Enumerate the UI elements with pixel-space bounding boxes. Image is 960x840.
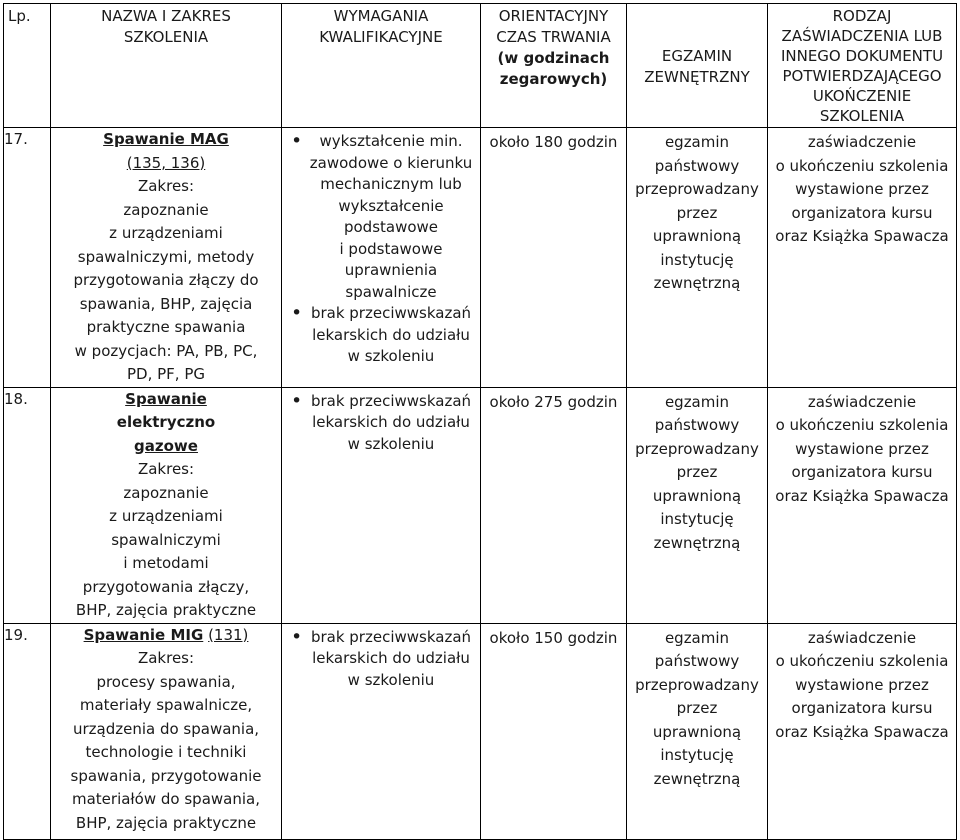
exam-line: państwowy [654, 652, 740, 670]
course-title: Spawanie MAG [103, 130, 229, 148]
scope-line: w pozycjach: PA, PB, PC, [74, 341, 258, 360]
exam-line: uprawnioną [652, 227, 742, 245]
document-line: organizatora kursu [791, 203, 933, 222]
exam-line: przez [676, 463, 718, 481]
scope-label: Zakres: [137, 177, 195, 195]
table-row [4, 387, 957, 623]
table-row [4, 623, 957, 839]
document-cell [768, 623, 957, 839]
exam-line: instytucję [660, 250, 734, 269]
row-number: 17. [4, 128, 51, 388]
requirement-line: • brak przeciwwskazań [310, 304, 472, 322]
scope-label: Zakres: [137, 649, 195, 667]
row-number: 19. [4, 623, 51, 839]
document-line: zaświadczenie [807, 133, 917, 151]
course-cell [51, 387, 282, 623]
scope-line: z urządzeniami [109, 224, 223, 242]
course-title-extra: (135, 136) [126, 153, 206, 172]
duration-cell: około 180 godzin [481, 128, 627, 388]
scope-line: przygotowania złączy, [82, 577, 250, 596]
exam-cell [627, 387, 768, 623]
scope-line: spawalniczymi [111, 530, 221, 549]
requirement-line: • brak przeciwwskazań [310, 391, 472, 410]
requirement-line: lekarskich do udziału [312, 413, 470, 431]
scope-line: zapoznanie [123, 483, 209, 502]
scope-line: praktyczne spawania [86, 318, 246, 336]
course-title: Spawanie MIG (131) [83, 625, 249, 644]
scope-line: i metodami [123, 554, 209, 572]
exam-line: przeprowadzany [635, 675, 759, 694]
requirement-line: w szkoleniu [347, 434, 435, 453]
exam-line: egzamin [664, 392, 730, 411]
course-cell [51, 128, 282, 388]
requirement-line: spawalnicze [345, 282, 437, 301]
scope-line: spawania, przygotowanie [70, 766, 262, 785]
document-line: o ukończeniu szkolenia [775, 652, 949, 670]
document-line: oraz Książka Spawacza [775, 486, 949, 505]
course-title: elektryczno [116, 413, 216, 431]
training-table [3, 3, 957, 840]
scope-line: materiały spawalnicze, [79, 696, 253, 714]
exam-cell [627, 128, 768, 388]
document-line: zaświadczenie [807, 392, 917, 411]
scope-line: materiałów do spawania, [71, 790, 260, 808]
course-title-extra: (131) [208, 625, 249, 644]
exam-line: przez [676, 699, 718, 717]
requirement-line: zawodowe o kierunku [309, 153, 473, 172]
exam-line: instytucję [660, 510, 734, 528]
requirement-line: w szkoleniu [347, 670, 435, 689]
document-cell [768, 387, 957, 623]
exam-line: przez [676, 203, 718, 222]
requirements-cell [282, 623, 481, 839]
document-line: oraz Książka Spawacza [775, 227, 949, 245]
exam-line: instytucję [660, 746, 734, 764]
requirements-cell [282, 387, 481, 623]
header-document: RODZAJ ZAŚWIADCZENIA LUB INNEGO DOKUMENTU POTWIERDZAJĄCEGO UKOŃCZENIE SZKOLENIA [768, 4, 957, 128]
exam-line: zewnętrzną [653, 274, 741, 292]
duration-cell: około 275 godzin [481, 387, 627, 623]
exam-line: egzamin [664, 133, 730, 151]
scope-line: procesy spawania, [96, 672, 236, 691]
requirement-item [282, 303, 480, 368]
exam-line: państwowy [654, 156, 740, 175]
requirement-line: • wykształcenie min. [319, 132, 463, 150]
requirement-line: lekarskich do udziału [312, 649, 470, 667]
exam-line: przeprowadzany [635, 439, 759, 458]
document-line: wystawione przez [795, 180, 929, 198]
header-duration: ORIENTACYJNY CZAS TRWANIA (w godzinach zegarowych) [481, 4, 627, 128]
exam-line: zewnętrzną [653, 533, 741, 552]
course-title: Spawanie [125, 389, 207, 408]
scope-line: technologie i techniki [85, 743, 247, 761]
header-name: NAZWA I ZAKRES SZKOLENIA [51, 4, 282, 128]
requirement-item [282, 391, 480, 456]
requirements-cell [282, 128, 481, 388]
exam-cell [627, 623, 768, 839]
document-line: wystawione przez [795, 439, 929, 458]
exam-line: państwowy [654, 416, 740, 434]
requirement-item [282, 627, 480, 692]
course-cell [51, 623, 282, 839]
requirement-line: uprawnienia [344, 261, 438, 279]
document-line: wystawione przez [795, 675, 929, 694]
requirement-line: mechanicznym lub [320, 175, 462, 193]
scope-label: Zakres: [137, 460, 195, 478]
exam-line: uprawnioną [652, 722, 742, 741]
scope-line: spawania, BHP, zajęcia [79, 294, 253, 313]
requirement-line: • brak przeciwwskazań [310, 627, 472, 646]
scope-line: BHP, zajęcia praktyczne [75, 601, 257, 619]
requirement-line: i podstawowe [339, 239, 443, 258]
duration-cell: około 150 godzin [481, 623, 627, 839]
document-line: organizatora kursu [791, 699, 933, 717]
document-line: o ukończeniu szkolenia [775, 416, 949, 434]
header-lp: Lp. [4, 4, 51, 128]
row-number: 18. [4, 387, 51, 623]
scope-line: przygotowania złączy do [73, 271, 259, 289]
header-exam: EGZAMIN ZEWNĘTRZNY [627, 4, 768, 128]
header-requirements: WYMAGANIA KWALIFIKACYJNE [282, 4, 481, 128]
document-line: oraz Książka Spawacza [775, 722, 949, 741]
scope-line: BHP, zajęcia praktyczne [75, 813, 257, 832]
exam-line: zewnętrzną [653, 769, 741, 788]
document-line: organizatora kursu [791, 463, 933, 481]
document-cell [768, 128, 957, 388]
requirement-line: wykształcenie [338, 196, 444, 215]
exam-line: przeprowadzany [635, 180, 759, 198]
document-line: o ukończeniu szkolenia [775, 156, 949, 175]
requirement-item [282, 131, 480, 303]
header-row [4, 4, 957, 128]
requirement-line: w szkoleniu [347, 347, 435, 365]
requirement-line: podstawowe [343, 218, 439, 236]
requirement-line: lekarskich do udziału [312, 325, 470, 344]
exam-line: egzamin [664, 628, 730, 647]
course-title: gazowe [134, 436, 198, 455]
document-line: zaświadczenie [807, 628, 917, 647]
scope-line: PD, PF, PG [126, 365, 205, 383]
scope-line: spawalniczymi, metody [77, 247, 255, 266]
exam-line: uprawnioną [652, 486, 742, 505]
table-row [4, 128, 957, 388]
scope-line: urządzenia do spawania, [72, 719, 260, 738]
scope-line: zapoznanie [123, 200, 209, 219]
scope-line: z urządzeniami [109, 507, 223, 525]
